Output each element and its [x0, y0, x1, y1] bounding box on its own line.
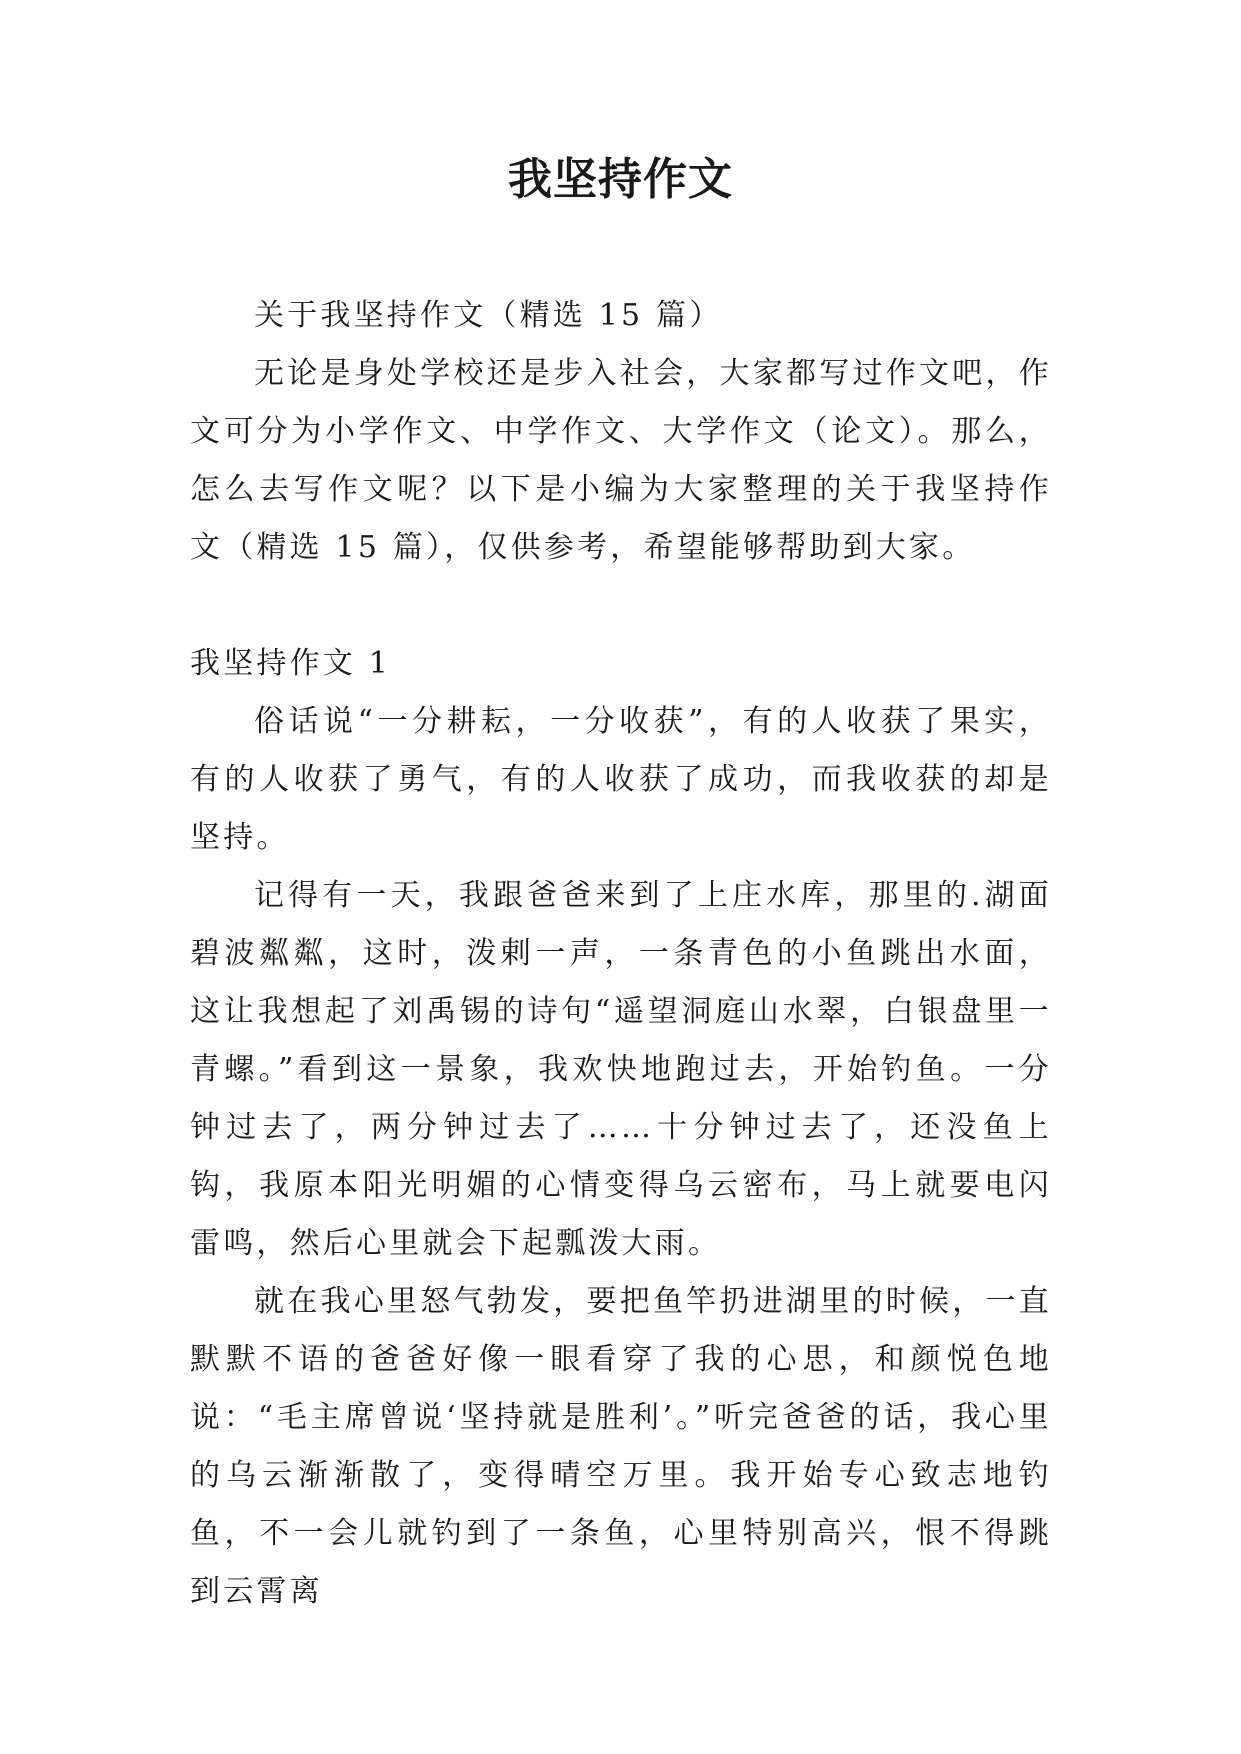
document-title: 我坚持作文 — [508, 154, 733, 205]
body-paragraph: 记得有一天，我跟爸爸来到了上庄水库，那里的.湖面碧波粼粼，这时，泼剌一声，一条青色的小鱼跳出水面，这让我想起了刘禹锡的诗句“遥望洞庭山水翠，白银盘里一青螺。”看到这一景象，我欢快地跑过去，开始钓鱼。一分钟过去了，两分钟过去了……十分钟过去了，还没鱼上钩，我原本阳光明媚的心情变得乌云密布，马上就要电闪雷鸣，然后心里就会下起瓢泼大雨。 — [190, 878, 1052, 1261]
body-paragraph: 俗话说“一分耕耘，一分收获”，有的人收获了果实，有的人收获了勇气，有的人收获了成功，而我收获的却是坚持。 — [190, 704, 1052, 855]
document-subtitle: 关于我坚持作文（精选 15 篇） — [254, 298, 723, 333]
intro-paragraph: 无论是身处学校还是步入社会，大家都写过作文吧，作文可分为小学作文、中学作文、大学作文（论文）。那么，怎么去写作文呢？以下是小编为大家整理的关于我坚持作文（精选 15 篇），仅供参考，希望能够帮助到大家。 — [190, 356, 1052, 565]
document-body — [190, 287, 1052, 1621]
body-paragraph: 就在我心里怒气勃发，要把鱼竿扔进湖里的时候，一直默默不语的爸爸好像一眼看穿了我的心思，和颜悦色地说：“毛主席曾说‘坚持就是胜利’。”听完爸爸的话，我心里的乌云渐渐散了，变得晴空万里。我开始专心致志地钓鱼，不一会儿就钓到了一条鱼，心里特别高兴，恨不得跳到云霄离 — [190, 1284, 1052, 1609]
section-heading: 我坚持作文 1 — [190, 646, 392, 681]
